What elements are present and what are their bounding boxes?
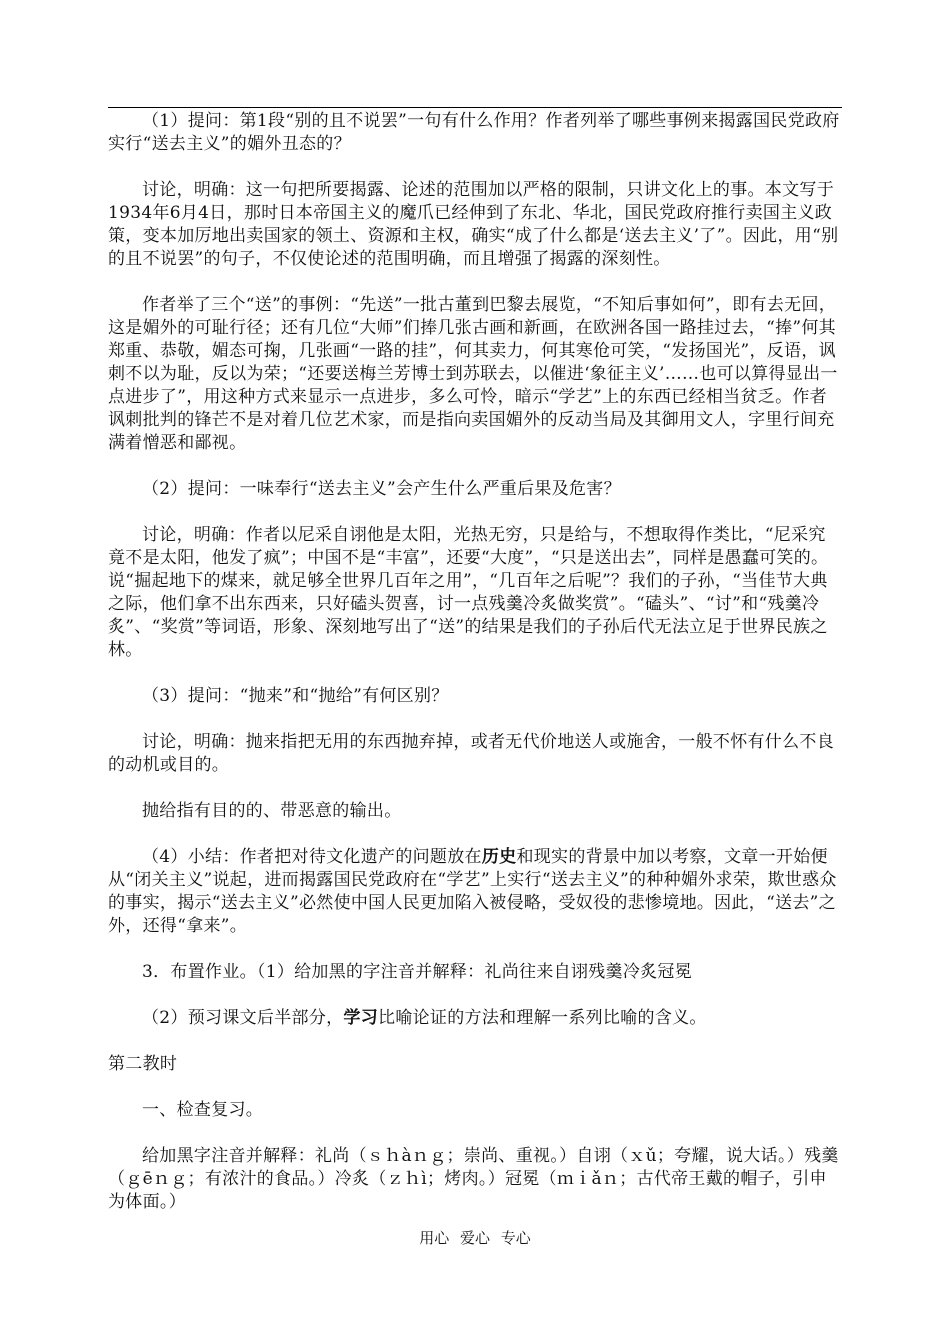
document-body: [108, 110, 842, 1214]
question-2: （2）提问：一味奉行“送去主义”会产生什么严重后果及危害？: [142, 479, 621, 499]
homework-2-bold-study: 学习: [343, 1008, 379, 1028]
homework-2-start: （2）预习课文后半部分，: [142, 1008, 344, 1028]
summary-bold-history: 历史: [481, 847, 517, 867]
summary-text-end: 和现实的背景中加以考察，文章一开始便从“闭关主义”说起，进而揭露国民党政府在“学艺”上实行“送去主义”的种种媚外求荣，欺世惑众的事实，揭示“送去主义”必然使中国人民更加陷入被侵略，受奴役的悲惨境地。因此，“送去”之外，还得“拿来”。: [108, 847, 837, 936]
page-footer: 用心 爱心 专心: [419, 1229, 531, 1247]
summary-paragraph: [108, 846, 842, 938]
homework-1: 3．布置作业。（1）给加黑的字注音并解释：礼尚往来自诩残羹冷炙冠冕: [142, 962, 693, 982]
question-1-answer: 讨论，明确：这一句把所要揭露、论述的范围加以严格的限制，只讲文化上的事。本文写于1934年6月4日，那时日本帝国主义的魔爪已经伸到了东北、华北，国民党政府推行卖国主义政策，变本加厉地出卖国家的领土、资源和主权，确实“成了什么都是‘送去主义’了”。因此，用“别的且不说罢”的句子，不仅使论述的范围明确，而且增强了揭露的深刻性。: [108, 180, 839, 269]
homework-2-end: 比喻论证的方法和理解一系列比喻的含义。: [378, 1008, 707, 1028]
question-3: （3）提问：“抛来”和“抛给”有何区别？: [142, 686, 449, 706]
section-heading-second-lesson: 第二教时: [108, 1054, 178, 1074]
header-rule: [108, 107, 842, 108]
homework-2: [108, 1007, 842, 1030]
question-2-answer: 讨论，明确：作者以尼采自诩他是太阳，光热无穷，只是给与，不想取得作类比，“尼采究竟不是太阳，他发了疯”；中国不是“丰富”，还要“大度”，“只是送出去”，同样是愚蠢可笑的。说“掘起地下的煤来，就足够全世界几百年之用”，“几百年之后呢”？我们的子孙，“当佳节大典之际，他们拿不出东西来，只好磕头贺喜，讨一点残羹冷炙做奖赏”。“磕头”、“讨”和“残羹冷炙”、“奖赏”等词语，形象、深刻地写出了“送”的结果是我们的子孙后代无法立足于世界民族之林。: [108, 525, 829, 660]
question-3-answer-2: 抛给指有目的的、带恶意的输出。: [142, 801, 402, 821]
review-heading: 一、检查复习。: [142, 1100, 264, 1120]
question-1-examples: 作者举了三个“送”的事例：“先送”一批古董到巴黎去展览，“不知后事如何”，即有去无回，这是媚外的可耻行径；还有几位“大师”们捧几张古画和新画，在欧洲各国一路挂过去，“捧”何其郑重、恭敬，媚态可掬，几张画“一路的挂”，何其卖力，何其寒伧可笑，“发扬国光”，反语，讽刺不以为耻，反以为荣；“还要送梅兰芳博士到苏联去，以催进‘象征主义’……也可以算得显出一点进步了”，用这种方式来显示一点进步，多么可怜，暗示“学艺”上的东西已经相当贫乏。作者讽刺批判的锋芒不是对着几位艺术家，而是指向卖国媚外的反动当局及其御用文人，字里行间充满着憎恶和鄙视。: [108, 295, 838, 453]
summary-text-start: （4）小结：作者把对待文化遗产的问题放在: [142, 847, 482, 867]
question-1: （1）提问：第1段“别的且不说罢”一句有什么作用？作者列举了哪些事例来揭露国民党政府实行“送去主义”的媚外丑态的？: [108, 111, 840, 154]
review-body: 给加黑字注音并解释：礼尚（ｓｈàｎｇ；崇尚、重视。）自诩（ｘǔ；夸耀，说大话。）残羹（ｇēｎｇ；有浓汁的食品。）冷炙（ｚｈì；烤肉。）冠冕（ｍｉǎｎ；古代帝王戴的帽子，引申为体面。）: [108, 1146, 839, 1212]
question-3-answer: 讨论，明确：抛来指把无用的东西抛弃掉，或者无代价地送人或施舍，一般不怀有什么不良的动机或目的。: [108, 732, 834, 775]
